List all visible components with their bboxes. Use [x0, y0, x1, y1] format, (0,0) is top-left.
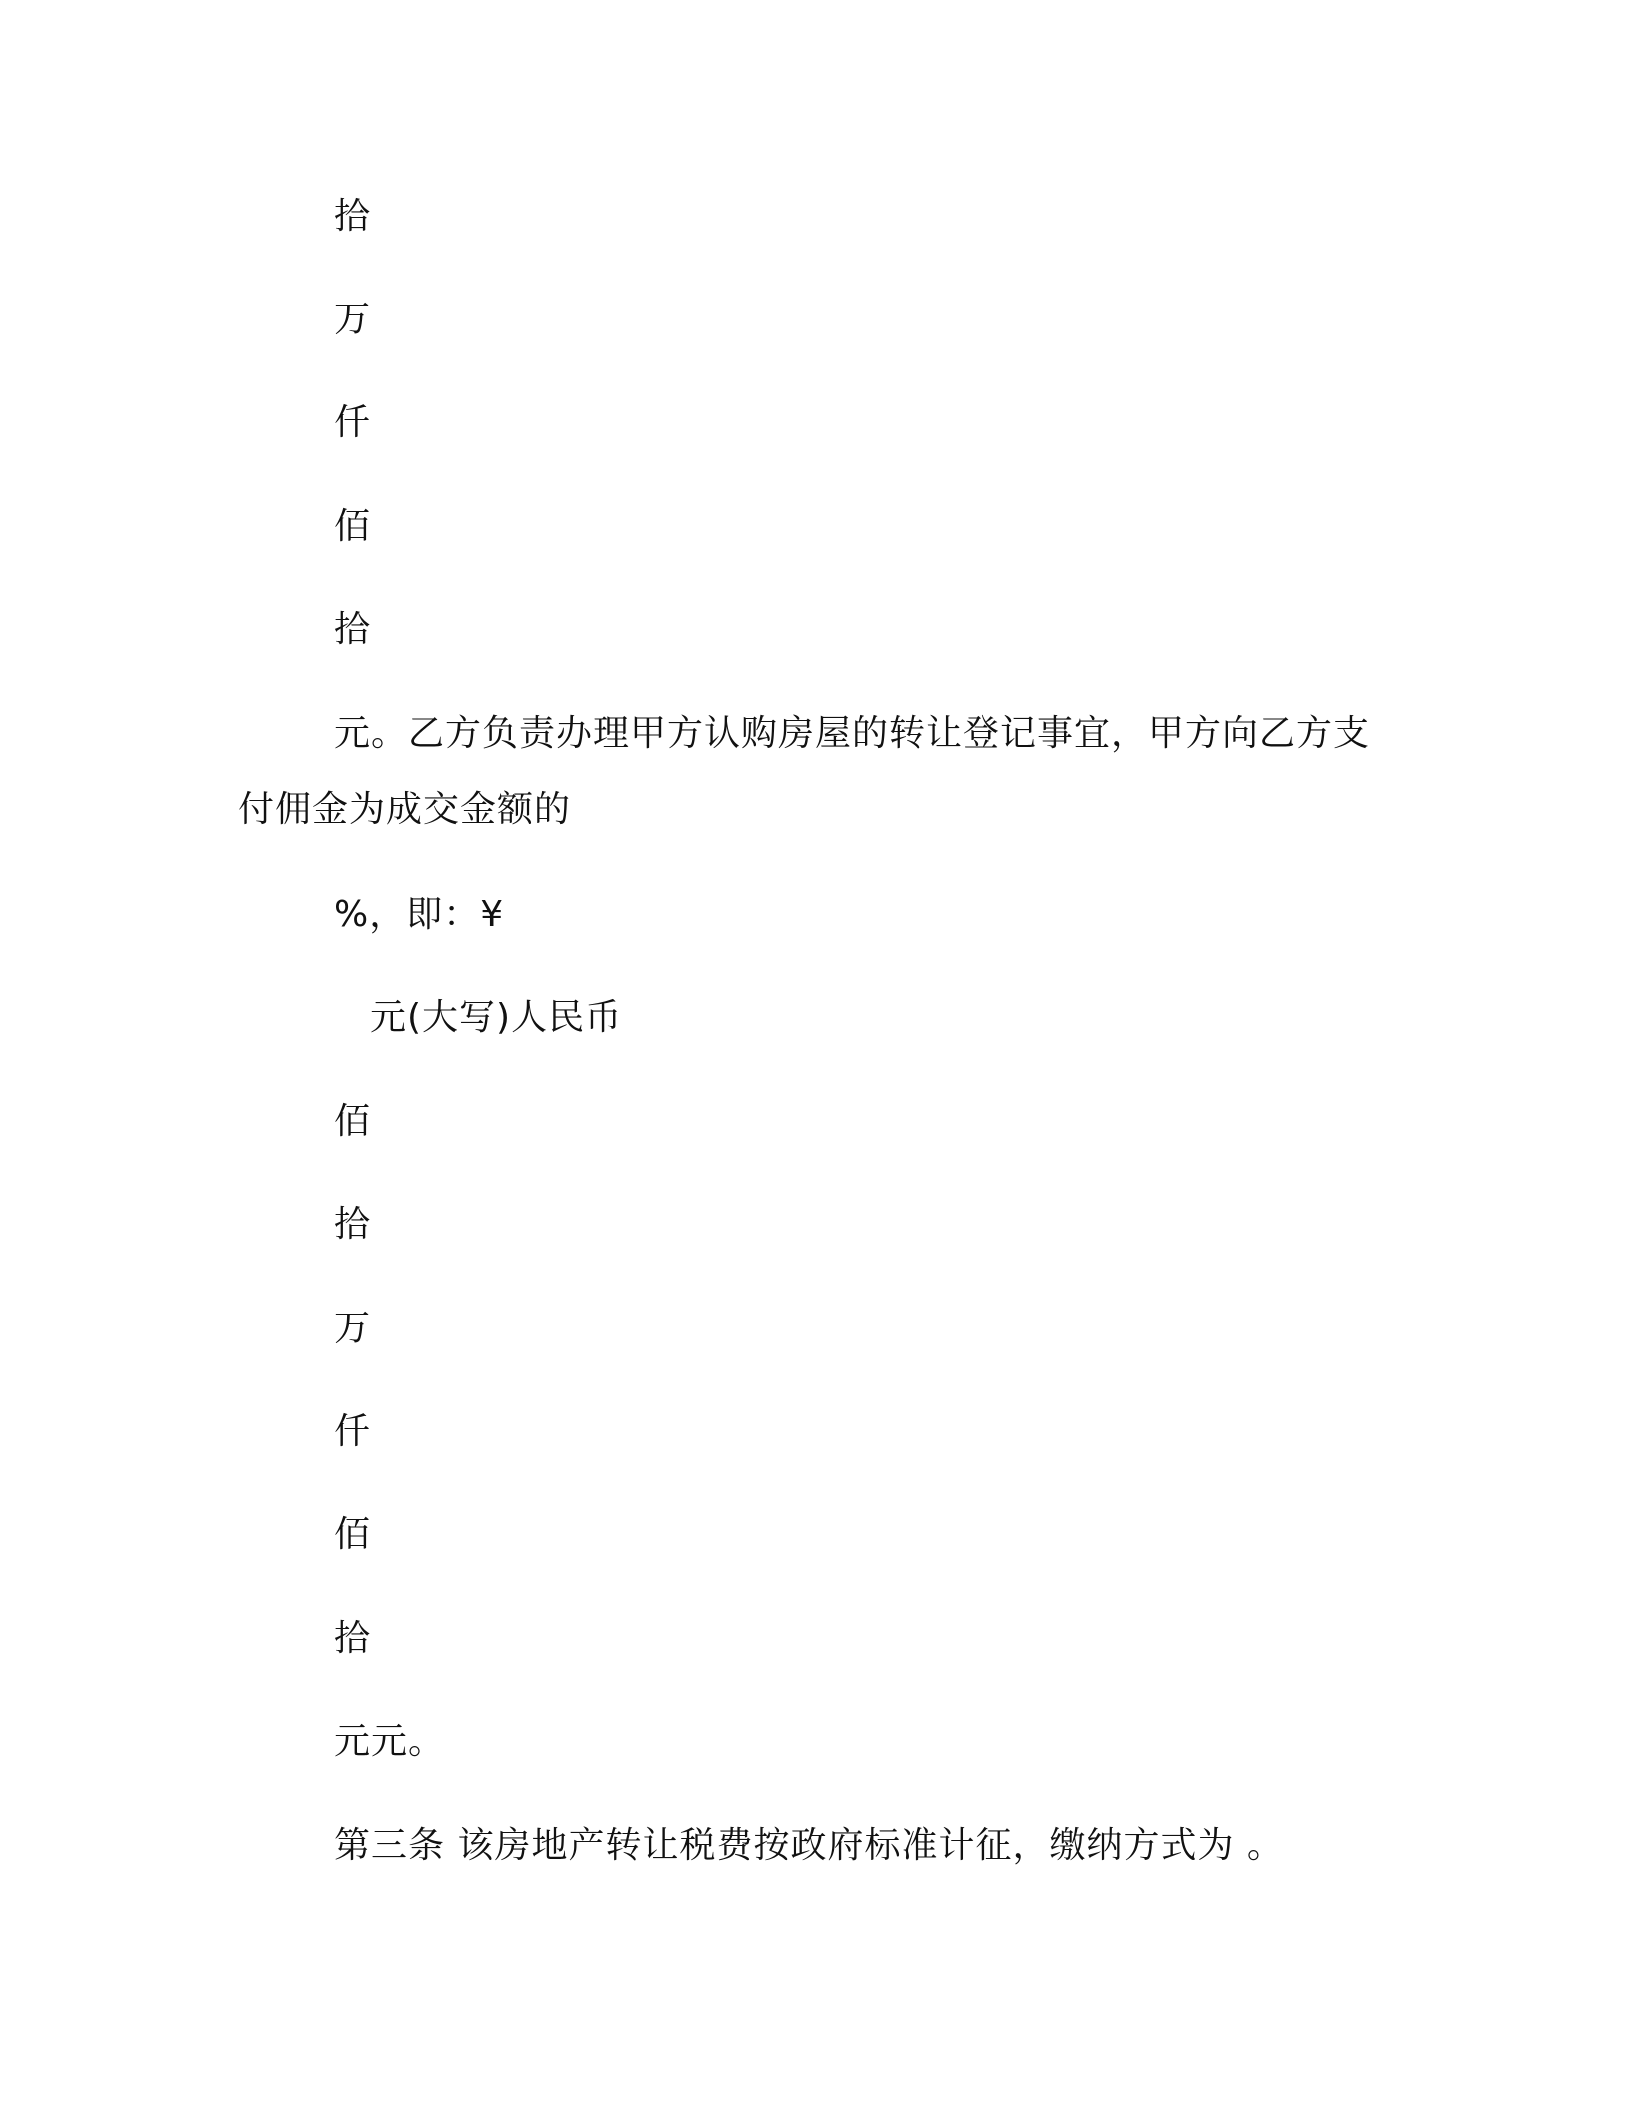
amount-unit-bai-3: 佰	[334, 1514, 372, 1555]
amount-unit-shi-3: 拾	[334, 1204, 372, 1245]
amount-unit-shi-1: 拾	[334, 196, 372, 237]
amount-unit-wan-2: 万	[334, 1308, 372, 1349]
amount-unit-qian-2: 仟	[334, 1411, 372, 1452]
amount-unit-shi-2: 拾	[334, 609, 372, 650]
amount-unit-bai-2: 佰	[334, 1101, 372, 1142]
paragraph-commission-line-1: 元。乙方负责办理甲方认购房屋的转让登记事宜，甲方向乙方支	[334, 713, 1371, 754]
article-three-tax-clause: 第三条 该房地产转让税费按政府标准计征，缴纳方式为 。	[334, 1825, 1284, 1866]
amount-unit-shi-4: 拾	[334, 1618, 372, 1659]
capital-amount-label: 元(大写)人民币	[370, 997, 623, 1038]
paragraph-commission-line-2: 付佣金为成交金额的	[238, 789, 572, 830]
amount-end-line: 元元。	[334, 1721, 446, 1762]
amount-unit-bai-1: 佰	[334, 506, 372, 547]
amount-unit-wan-1: 万	[334, 299, 372, 340]
amount-unit-qian-1: 仟	[334, 402, 372, 443]
percent-amount-line: %，即：¥	[334, 894, 505, 935]
